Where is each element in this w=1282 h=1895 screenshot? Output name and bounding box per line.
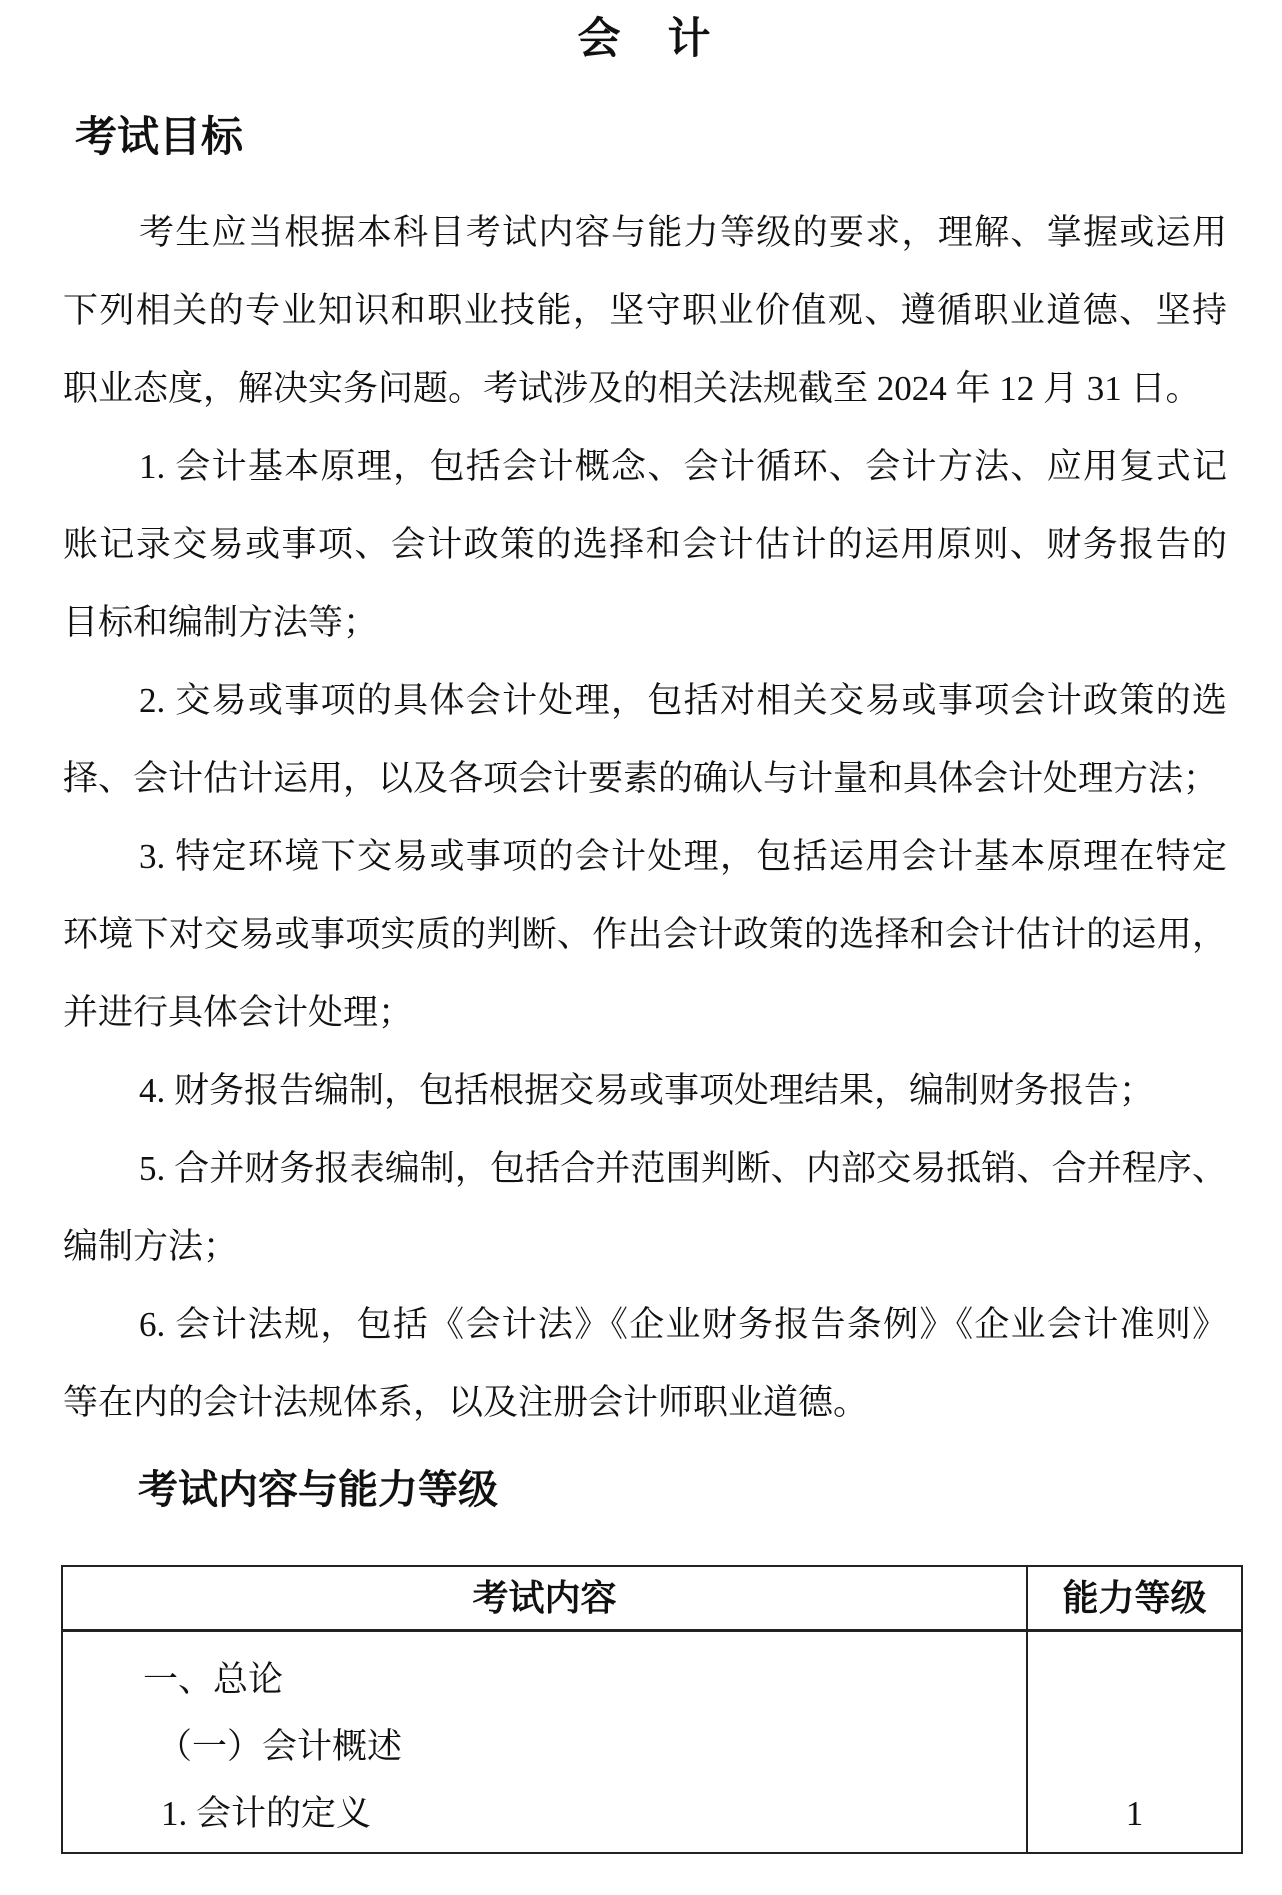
body-text-line: 5. 合并财务报表编制，包括合并范围判断、内部交易抵销、合并程序、 [139, 1149, 1227, 1188]
table-row-content: （一）会计概述 [157, 1727, 403, 1766]
body-text-line: 择、会计估计运用，以及各项会计要素的确认与计量和具体会计处理方法； [63, 759, 1219, 798]
table-body-row [63, 1632, 1241, 1852]
body-text-line: 并进行具体会计处理； [63, 993, 414, 1032]
table-header-ability-level: 能力等级 [1062, 1577, 1207, 1618]
objectives-paragraphs [63, 194, 1227, 1442]
body-text-line: 目标和编制方法等； [63, 603, 379, 642]
body-text-line: 6. 会计法规，包括《会计法》《企业财务报告条例》《企业会计准则》 [139, 1305, 1227, 1344]
exam-content-table [61, 1565, 1243, 1854]
document-title: 会 计 [577, 16, 713, 63]
body-text-line: 账记录交易或事项、会计政策的选择和会计估计的运用原则、财务报告的 [63, 525, 1227, 564]
table-header-exam-content: 考试内容 [63, 1567, 1028, 1629]
table-row-level-value [1028, 1713, 1241, 1780]
body-text-line: 考生应当根据本科目考试内容与能力等级的要求，理解、掌握或运用 [139, 213, 1227, 252]
body-text-line: 编制方法； [63, 1227, 239, 1266]
body-text-line: 环境下对交易或事项实质的判断、作出会计政策的选择和会计估计的运用， [63, 915, 1227, 954]
body-text-line: 4. 财务报告编制，包括根据交易或事项处理结果，编制财务报告； [139, 1071, 1155, 1110]
section-heading-exam-content-levels: 考试内容与能力等级 [138, 1468, 498, 1512]
table-header-row [63, 1567, 1241, 1632]
table-row-level-value [1028, 1646, 1241, 1713]
body-text-line: 3. 特定环境下交易或事项的会计处理，包括运用会计基本原理在特定 [139, 837, 1227, 876]
table-row-level-value: 1 [1125, 1794, 1144, 1833]
table-row-content: 1. 会计的定义 [161, 1794, 372, 1833]
document-page [0, 14, 1282, 1895]
body-text-line: 2. 交易或事项的具体会计处理，包括对相关交易或事项会计政策的选 [139, 681, 1227, 720]
body-text-line: 职业态度，解决实务问题。考试涉及的相关法规截至 2024 年 12 月 31 日。 [63, 369, 1201, 408]
table-content-cell [63, 1632, 1028, 1852]
table-row-content: 一、总论 [143, 1660, 284, 1699]
body-text-line: 下列相关的专业知识和职业技能，坚守职业价值观、遵循职业道德、坚持 [63, 291, 1227, 330]
body-text-line: 等在内的会计法规体系，以及注册会计师职业道德。 [63, 1383, 869, 1422]
body-text-line: 1. 会计基本原理，包括会计概念、会计循环、会计方法、应用复式记 [139, 447, 1227, 486]
section-heading-exam-objectives: 考试目标 [75, 113, 244, 160]
table-level-cell [1028, 1632, 1241, 1852]
